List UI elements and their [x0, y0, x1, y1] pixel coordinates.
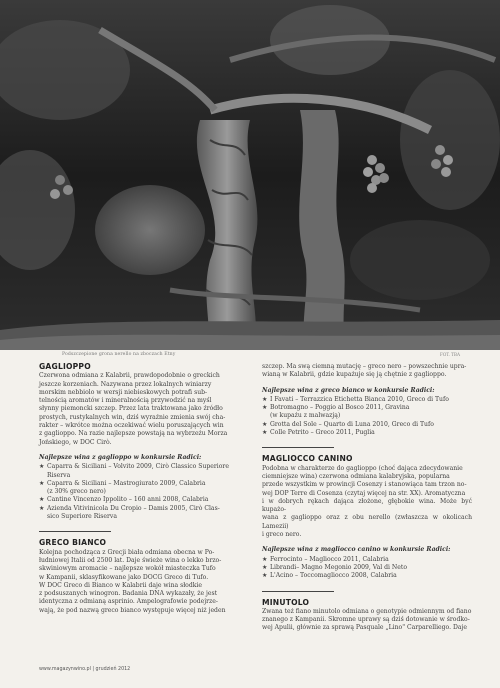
- text-line: słynny piemoncki szczep. Przez lata traktowana jako źródło: [39, 405, 223, 413]
- minutolo-body: [262, 608, 472, 633]
- text-line: wej DOP Terre di Cosenza (czytaj więcej na str. XX). Aromatyczna: [262, 489, 466, 497]
- text-line: i greco nero.: [262, 531, 302, 539]
- text-line: W DOC Greco di Bianco w Kalabrii daje wina słodkie: [39, 581, 202, 589]
- list-item: [262, 429, 472, 437]
- text-line: wają, że pod nazwą greco bianco występuje więcej niż jeden: [39, 606, 226, 614]
- list-item: [39, 513, 247, 521]
- photo-caption: Podszczepione grona nerello na zboczach Etny: [62, 352, 176, 357]
- list-item-text: L'Acino – Toccomagliocco 2008, Calabria: [270, 572, 397, 580]
- list-item: [262, 404, 472, 412]
- text-line: i w dobrych rękach dająca złożone, głębokie wina. Może być kupażo-: [262, 497, 472, 514]
- star-icon: ★: [262, 395, 268, 403]
- text-line: wana z gaglioppo oraz z obu nerello (zwłaszcza w okolicach Lamezii): [262, 514, 472, 530]
- list-item-text: I Favati – Terrazzica Etichetta Bianca 2010, Greco di Tufo: [270, 395, 449, 403]
- text-line: szczep. Ma swą ciemną mutację – greco nero – powszechnie upra-: [262, 363, 467, 370]
- star-icon: ★: [262, 572, 268, 580]
- section-divider: [262, 591, 334, 592]
- text-line: wianą w Kalabrii, gdzie kupażuje się ją chętnie z gaglioppo.: [262, 371, 447, 379]
- text-line: identyczna z odmianą asprinio. Ampelografowie podejrze-: [39, 598, 218, 606]
- star-icon: ★: [262, 429, 268, 437]
- list-item: [262, 572, 472, 580]
- list-item-text: Riserva: [47, 471, 71, 479]
- greco-body: [39, 549, 247, 615]
- list-item: [39, 496, 247, 504]
- list-item: [262, 556, 472, 564]
- list-item-text: sico Superiore Riserva: [47, 513, 117, 521]
- star-icon: ★: [39, 496, 45, 504]
- text-line: Podobna w charakterze do gaglioppo (choć dająca zdecydowanie: [262, 464, 463, 472]
- text-line: Zwana też fiano minutolo odmiana o genotypie odmiennym od fiano: [262, 607, 472, 615]
- section-divider: [262, 447, 334, 448]
- magliocco-best-heading: Najlepsze wina z magliocco canino w konkursie Radici:: [262, 546, 451, 554]
- right-column: [262, 363, 472, 633]
- list-item-text: Ferrocinto – Magliocco 2011, Calabria: [270, 555, 389, 563]
- list-item: [262, 564, 472, 572]
- gaglioppo-best-list: [39, 463, 247, 521]
- text-line: Czerwona odmiana z Kalabrii, prawdopodobnie o greckich: [39, 372, 220, 380]
- star-icon: ★: [262, 404, 268, 412]
- greco-best-list: [262, 396, 472, 437]
- text-line: Jońskiego, w DOC Cirò.: [39, 438, 112, 446]
- gaglioppo-body: [39, 372, 247, 447]
- list-item-text: Grotta del Sole – Quarto di Luna 2010, Greco di Tufo: [270, 420, 434, 428]
- text-line: prostych, rustykalnych win, dziś wyraźnie zmienia swój cha-: [39, 413, 226, 421]
- greco-heading: GRECO BIANCO: [39, 538, 107, 548]
- list-item-text: Azienda Vitivinicola Du Cropio – Damis 2005, Cirò Clas-: [47, 504, 220, 512]
- star-icon: ★: [39, 463, 45, 471]
- left-column: [39, 363, 247, 615]
- gaglioppo-heading: GAGLIOPPO: [39, 362, 91, 371]
- list-item: [39, 505, 247, 513]
- text-line: jeszcze korzeniach. Nazywana przez lokalnych winiarzy: [39, 380, 212, 388]
- greco-continued: [262, 363, 472, 380]
- list-item: [39, 463, 247, 471]
- list-item-text: Botromagno – Poggio al Bosco 2011, Gravina: [270, 404, 410, 412]
- minutolo-heading: MINUTOLO: [262, 597, 310, 607]
- text-line: znanego z Kampanii. Skromne uprawy są dziś dotowanie w środko-: [262, 616, 470, 624]
- text-line: przede wszystkim w prowincji Cosenzy i stanowiąca tam trzon no-: [262, 481, 467, 489]
- star-icon: ★: [39, 479, 45, 487]
- list-item-text: Librandi– Magno Megonio 2009, Val di Neto: [270, 563, 407, 571]
- magliocco-best-list: [262, 556, 472, 581]
- magliocco-heading: MAGLIOCCO CANINO: [262, 454, 353, 464]
- list-item: [262, 421, 472, 429]
- text-line: łudniowej Italii od 2500 lat. Daje świeże wina o lekko brzo-: [39, 556, 222, 564]
- list-item-text: (w kupażu z malwazją): [270, 412, 341, 420]
- list-item-text: Cantine Vincenzo Ippolito – 160 anni 2008, Calabria: [47, 496, 209, 504]
- text-line: wej Apulii, głównie za sprawą Pasquale „Lino" Carparelliego. Daje: [262, 624, 468, 632]
- text-line: ciemniejsze wina) czerwona odmiana kalabryjska, popularna: [262, 472, 450, 480]
- star-icon: ★: [262, 555, 268, 563]
- text-line: telnością aromatów i mineralnością przywodzić na myśl: [39, 397, 212, 405]
- text-line: Kolejna pochodząca z Grecji biała odmiana obecna w Po-: [39, 548, 215, 556]
- list-item: [262, 396, 472, 404]
- text-line: morskim nebbiolo w wersji niebieskowych potrafi sub-: [39, 388, 208, 396]
- text-line: rakter – wkrótce można oczekiwać wielu poruszających win: [39, 422, 224, 430]
- text-line: z gaglioppo. Na razie najlepsze powstają na wybrzeżu Morza: [39, 430, 228, 438]
- list-item: [39, 480, 247, 488]
- star-icon: ★: [39, 504, 45, 512]
- gaglioppo-best-heading: Najlepsze wina z gaglioppo w konkursie Radici:: [39, 453, 202, 461]
- greco-best-heading: Najlepsze wina z greco bianco w konkursie Radici:: [262, 386, 435, 394]
- list-item: [262, 412, 472, 420]
- text-line: z podsuszanych winogron. Badania DNA wykazały, że jest: [39, 590, 218, 598]
- page-footer: www.magazynwino.pl | grudzień 2012: [39, 667, 131, 672]
- list-item-text: Caparra & Siciliani – Volvito 2009, Cirò Classico Superiore: [47, 463, 229, 471]
- list-item: [39, 488, 247, 496]
- magliocco-body: [262, 465, 472, 540]
- star-icon: ★: [262, 563, 268, 571]
- list-item: [39, 472, 247, 480]
- list-item-text: (z 30% greco nero): [47, 488, 106, 496]
- photo-credit: FOT. TBA: [439, 352, 460, 357]
- star-icon: ★: [262, 420, 268, 428]
- section-divider: [39, 531, 111, 532]
- list-item-text: Caparra & Siciliani – Mastrogiurato 2009, Calabria: [47, 479, 206, 487]
- text-line: skwiniowym aromacie – najlepsze wokół miasteczka Tufo: [39, 565, 216, 573]
- list-item-text: Colle Petrito – Greco 2011, Puglia: [270, 429, 375, 437]
- text-line: w Kampanii, sklasyfikowane jako DOCG Greco di Tufo.: [39, 573, 209, 581]
